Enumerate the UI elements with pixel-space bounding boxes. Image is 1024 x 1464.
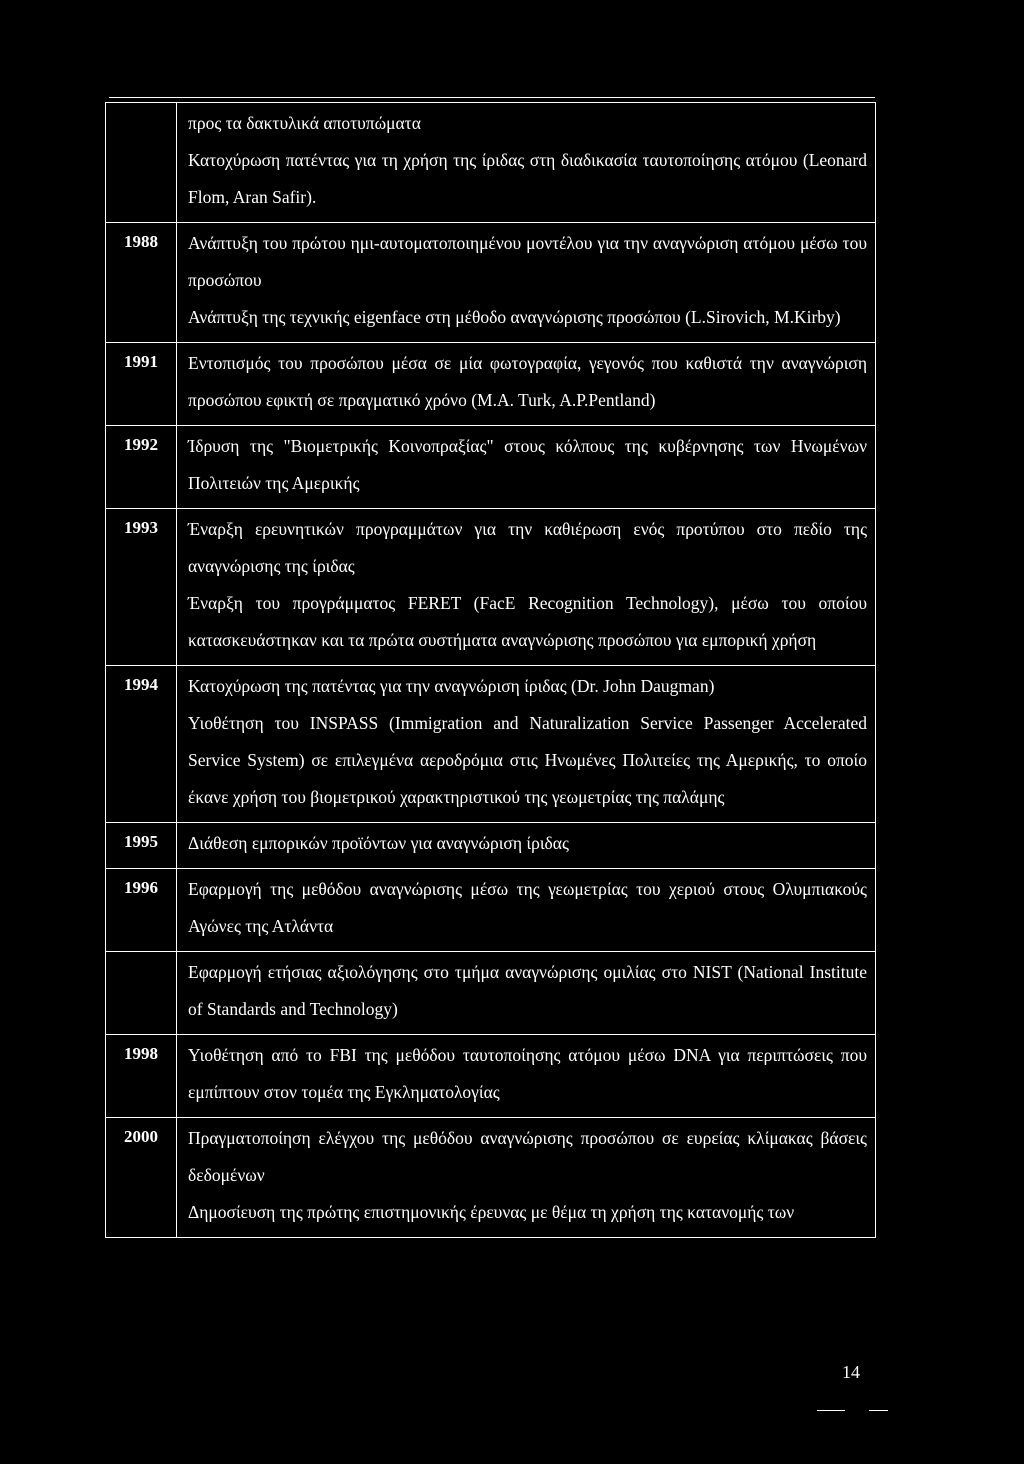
footer-rule-right [869,1410,888,1411]
timeline-row [106,426,876,509]
year-cell: 1993 [106,509,177,666]
event-text: Ανάπτυξη του πρώτου ημι-αυτοματοποιημένου μοντέλου για την αναγνώριση ατόμου μέσω του προσώπου [188,233,867,290]
timeline-row [106,343,876,426]
event-text: Κατοχύρωση πατέντας για τη χρήση της ίριδας στη διαδικασία ταυτοποίησης ατόμου (Leonard Flom, Aran Safir). [188,150,867,207]
biometrics-timeline-table [105,102,876,1238]
events-cell [177,103,876,223]
timeline-row [106,1035,876,1118]
events-cell [177,1035,876,1118]
timeline-body [106,103,876,1238]
event-text: Πραγματοποίηση ελέγχου της μεθόδου αναγνώρισης προσώπου σε ευρείας κλίμακας βάσεις δεδομένων [188,1128,867,1185]
timeline-row [106,223,876,343]
event-text: Υιοθέτηση του INSPASS (Immigration and Naturalization Service Passenger Accelerated Service System) σε επιλεγμένα αεροδρόμια στις Ηνωμένες Πολιτείες της Αμερικής, το οποίο έκανε χρήση του βιομετρικού χαρακτηριστικού της γεωμετρίας της παλάμης [188,713,867,807]
top-rule [109,97,875,98]
timeline-row [106,823,876,869]
event-text: Κατοχύρωση της πατέντας για την αναγνώριση ίριδας (Dr. John Daugman) [188,676,715,696]
year-cell: 1991 [106,343,177,426]
page-number: 14 [842,1362,860,1382]
events-cell [177,426,876,509]
event-text: Ανάπτυξη της τεχνικής eigenface στη μέθοδο αναγνώρισης προσώπου (L.Sirovich, M.Kirby) [188,307,841,327]
year-cell: 1998 [106,1035,177,1118]
year-cell: 1995 [106,823,177,869]
events-cell [177,952,876,1035]
events-cell [177,223,876,343]
event-text: Εντοπισμός του προσώπου μέσα σε μία φωτογραφία, γεγονός που καθιστά την αναγνώριση προσώπου εφικτή σε πραγματικό χρόνο (M.A. Turk, A.P.Pentland) [188,353,867,410]
event-text: Έναρξη του προγράμματος FERET (FacE Recognition Technology), μέσω του οποίου κατασκευάστηκαν και τα πρώτα συστήματα αναγνώρισης προσώπου για εμπορική χρήση [188,593,867,650]
event-text: προς τα δακτυλικά αποτυπώματα [188,113,421,133]
event-text: Υιοθέτηση από το FBI της μεθόδου ταυτοποίησης ατόμου μέσω DNA για περιπτώσεις που εμπίπτουν στον τομέα της Εγκληματολογίας [188,1045,867,1102]
year-cell [106,103,177,223]
year-cell [106,952,177,1035]
events-cell [177,343,876,426]
timeline-row [106,1118,876,1238]
event-text: Εφαρμογή της μεθόδου αναγνώρισης μέσω της γεωμετρίας του χεριού στους Ολυμπιακούς Αγώνες της Ατλάντα [188,879,867,936]
year-cell: 2000 [106,1118,177,1238]
year-cell: 1996 [106,869,177,952]
footer-rule-left [817,1410,845,1411]
timeline-row [106,509,876,666]
events-cell [177,823,876,869]
timeline-row [106,869,876,952]
event-text: Δημοσίευση της πρώτης επιστημονικής έρευνας με θέμα τη χρήση της κατανομής των [188,1202,795,1222]
event-text: Έναρξη ερευνητικών προγραμμάτων για την καθιέρωση ενός προτύπου στο πεδίο της αναγνώρισης της ίριδας [188,519,867,576]
event-text: Διάθεση εμπορικών προϊόντων για αναγνώριση ίριδας [188,833,569,853]
timeline-row [106,666,876,823]
timeline-row [106,103,876,223]
events-cell [177,509,876,666]
year-cell: 1992 [106,426,177,509]
event-text: Ίδρυση της "Βιομετρικής Κοινοπραξίας" στους κόλπους της κυβέρνησης των Ηνωμένων Πολιτειών της Αμερικής [188,436,867,493]
timeline-row [106,952,876,1035]
event-text: Εφαρμογή ετήσιας αξιολόγησης στο τμήμα αναγνώρισης ομιλίας στο NIST (National Institute of Standards and Technology) [188,962,867,1019]
events-cell [177,1118,876,1238]
year-cell: 1994 [106,666,177,823]
events-cell [177,869,876,952]
year-cell: 1988 [106,223,177,343]
events-cell [177,666,876,823]
